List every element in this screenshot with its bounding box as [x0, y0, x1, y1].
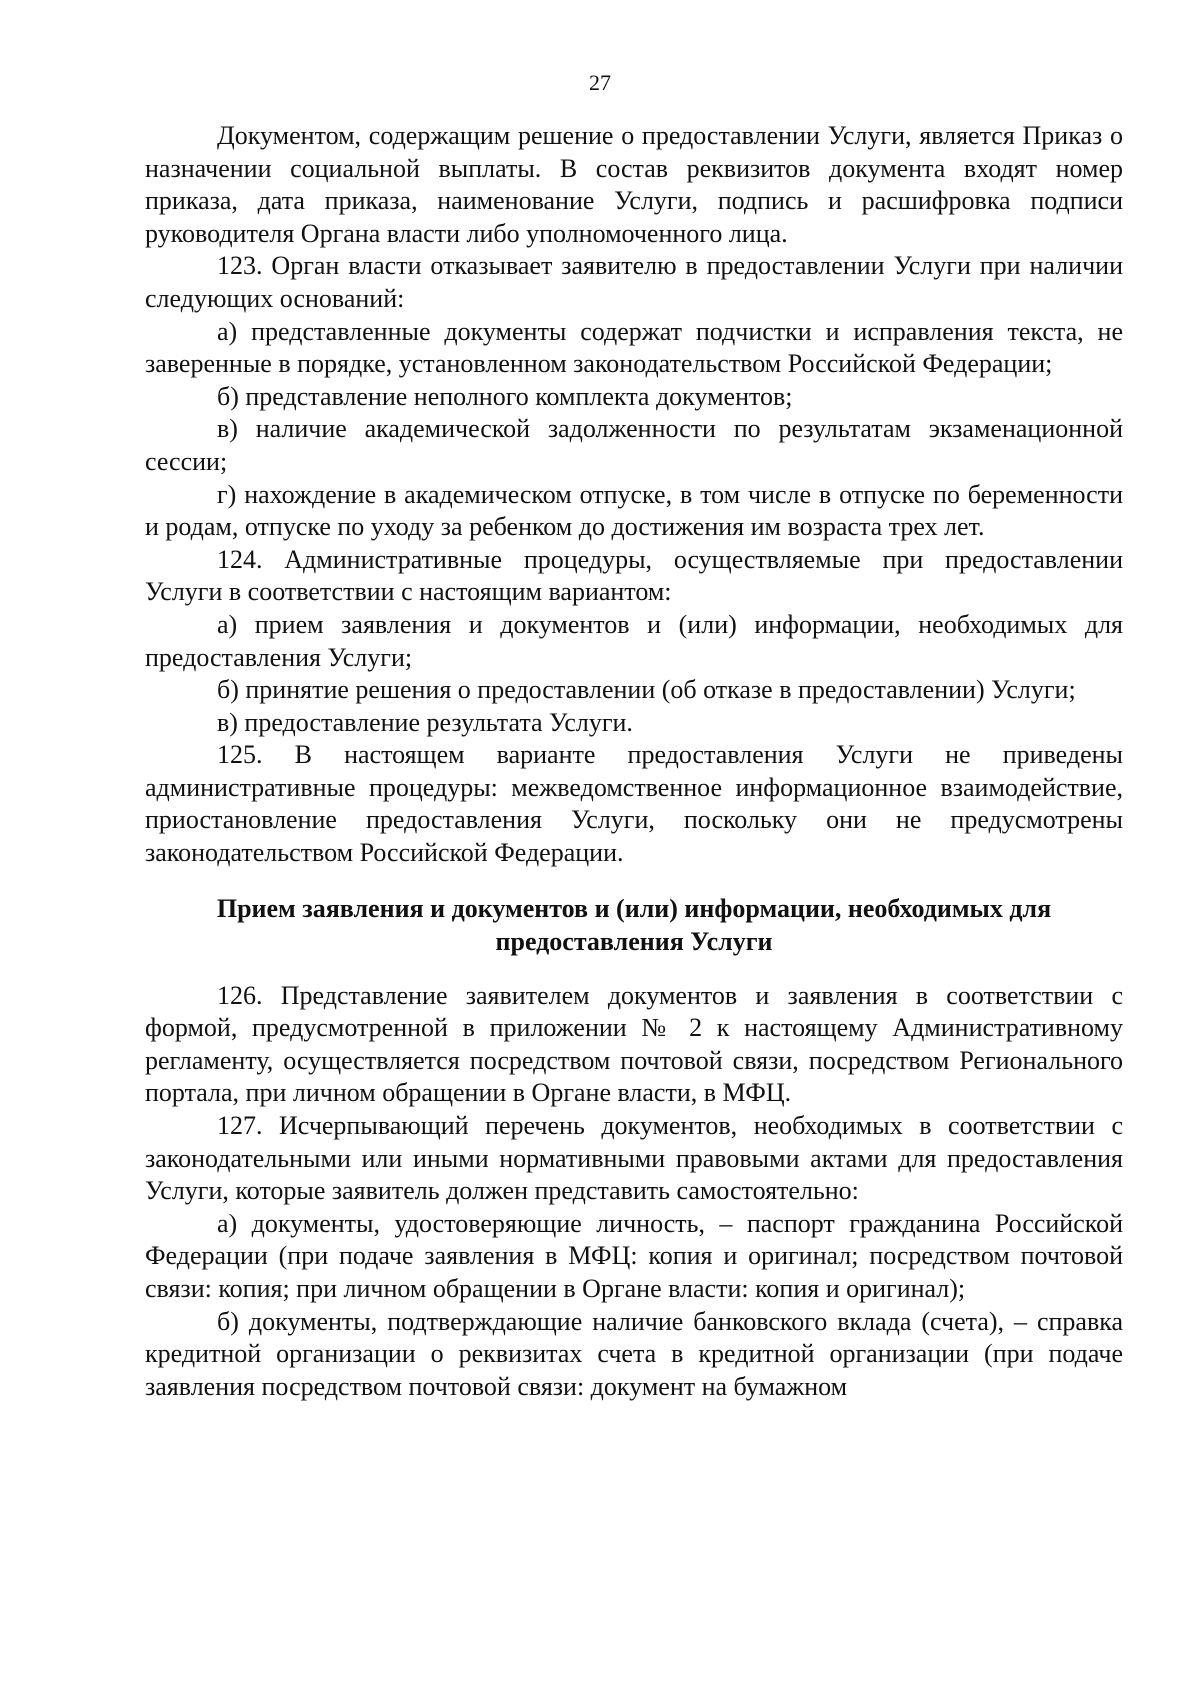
paragraph-127-a: а) документы, удостоверяющие личность, – паспорт гражданина Российской Федерации (при подаче заявления в МФЦ: копия и оригинал; посредством почтовой связи: копия; при личном обращении в Органе власти: копия и оригинал);	[145, 1208, 1123, 1303]
paragraph-126: 126. Представление заявителем документов и заявления в соответствии с формой, предусмотренной в приложении № 2 к настоящему Административному регламенту, осуществляется посредством почтовой связи, посредством Регионального портала, при личном обращении в Органе власти, в МФЦ.	[145, 980, 1123, 1108]
paragraph-decision-document: Документом, содержащим решение о предоставлении Услуги, является Приказ о назначении социальной выплаты. В состав реквизитов документа входят номер приказа, дата приказа, наименование Услуги, подпись и расшифровка подписи руководителя Органа власти либо уполномоченного лица.	[145, 121, 1123, 248]
paragraph-127-b: б) документы, подтверждающие наличие банковского вклада (счета), – справка кредитной организации о реквизитах счета в кредитной организации (при подаче заявления посредством почтовой связи: документ на бумажном	[145, 1306, 1123, 1401]
section-heading: Прием заявления и документов и (или) информации, необходимых для предоставления Услуги	[216, 893, 1052, 956]
paragraph-124-v: в) предоставление результата Услуги.	[217, 707, 633, 737]
paragraph-123: 123. Орган власти отказывает заявителю в предоставлении Услуги при наличии следующих оснований:	[145, 251, 1123, 313]
paragraph-125: 125. В настоящем варианте предоставления Услуги не приведены административные процедуры: межведомственное информационное взаимодействие, приостановление предоставления Услуги, поскольку они не предусмотрены законодательством Российской Федерации.	[145, 740, 1123, 868]
document-body	[145, 120, 1123, 1403]
paragraph-124-a: а) прием заявления и документов и (или) информации, необходимых для предоставления Услуги;	[145, 609, 1123, 672]
paragraph-123-v: в) наличие академической задолженности по результатам экзаменационной сессии;	[145, 414, 1123, 476]
paragraph-123-b: б) представление неполного комплекта документов;	[217, 381, 793, 411]
paragraph-124: 124. Административные процедуры, осуществляемые при предоставлении Услуги в соответствии с настоящим вариантом:	[145, 544, 1123, 607]
page-number: 27	[589, 70, 611, 95]
paragraph-123-a: а) представленные документы содержат подчистки и исправления текста, не заверенные в порядке, установленном законодательством Российской Федерации;	[145, 316, 1123, 379]
paragraph-123-g: г) нахождение в академическом отпуске, в том числе в отпуске по беременности и родам, отпуске по уходу за ребенком до достижения им возраста трех лет.	[145, 479, 1123, 542]
paragraph-124-b: б) принятие решения о предоставлении (об отказе в предоставлении) Услуги;	[217, 675, 1076, 705]
paragraph-127: 127. Исчерпывающий перечень документов, необходимых в соответствии с законодательными или иными нормативными правовыми актами для предоставления Услуги, которые заявитель должен представить самостоятельно:	[145, 1111, 1123, 1206]
